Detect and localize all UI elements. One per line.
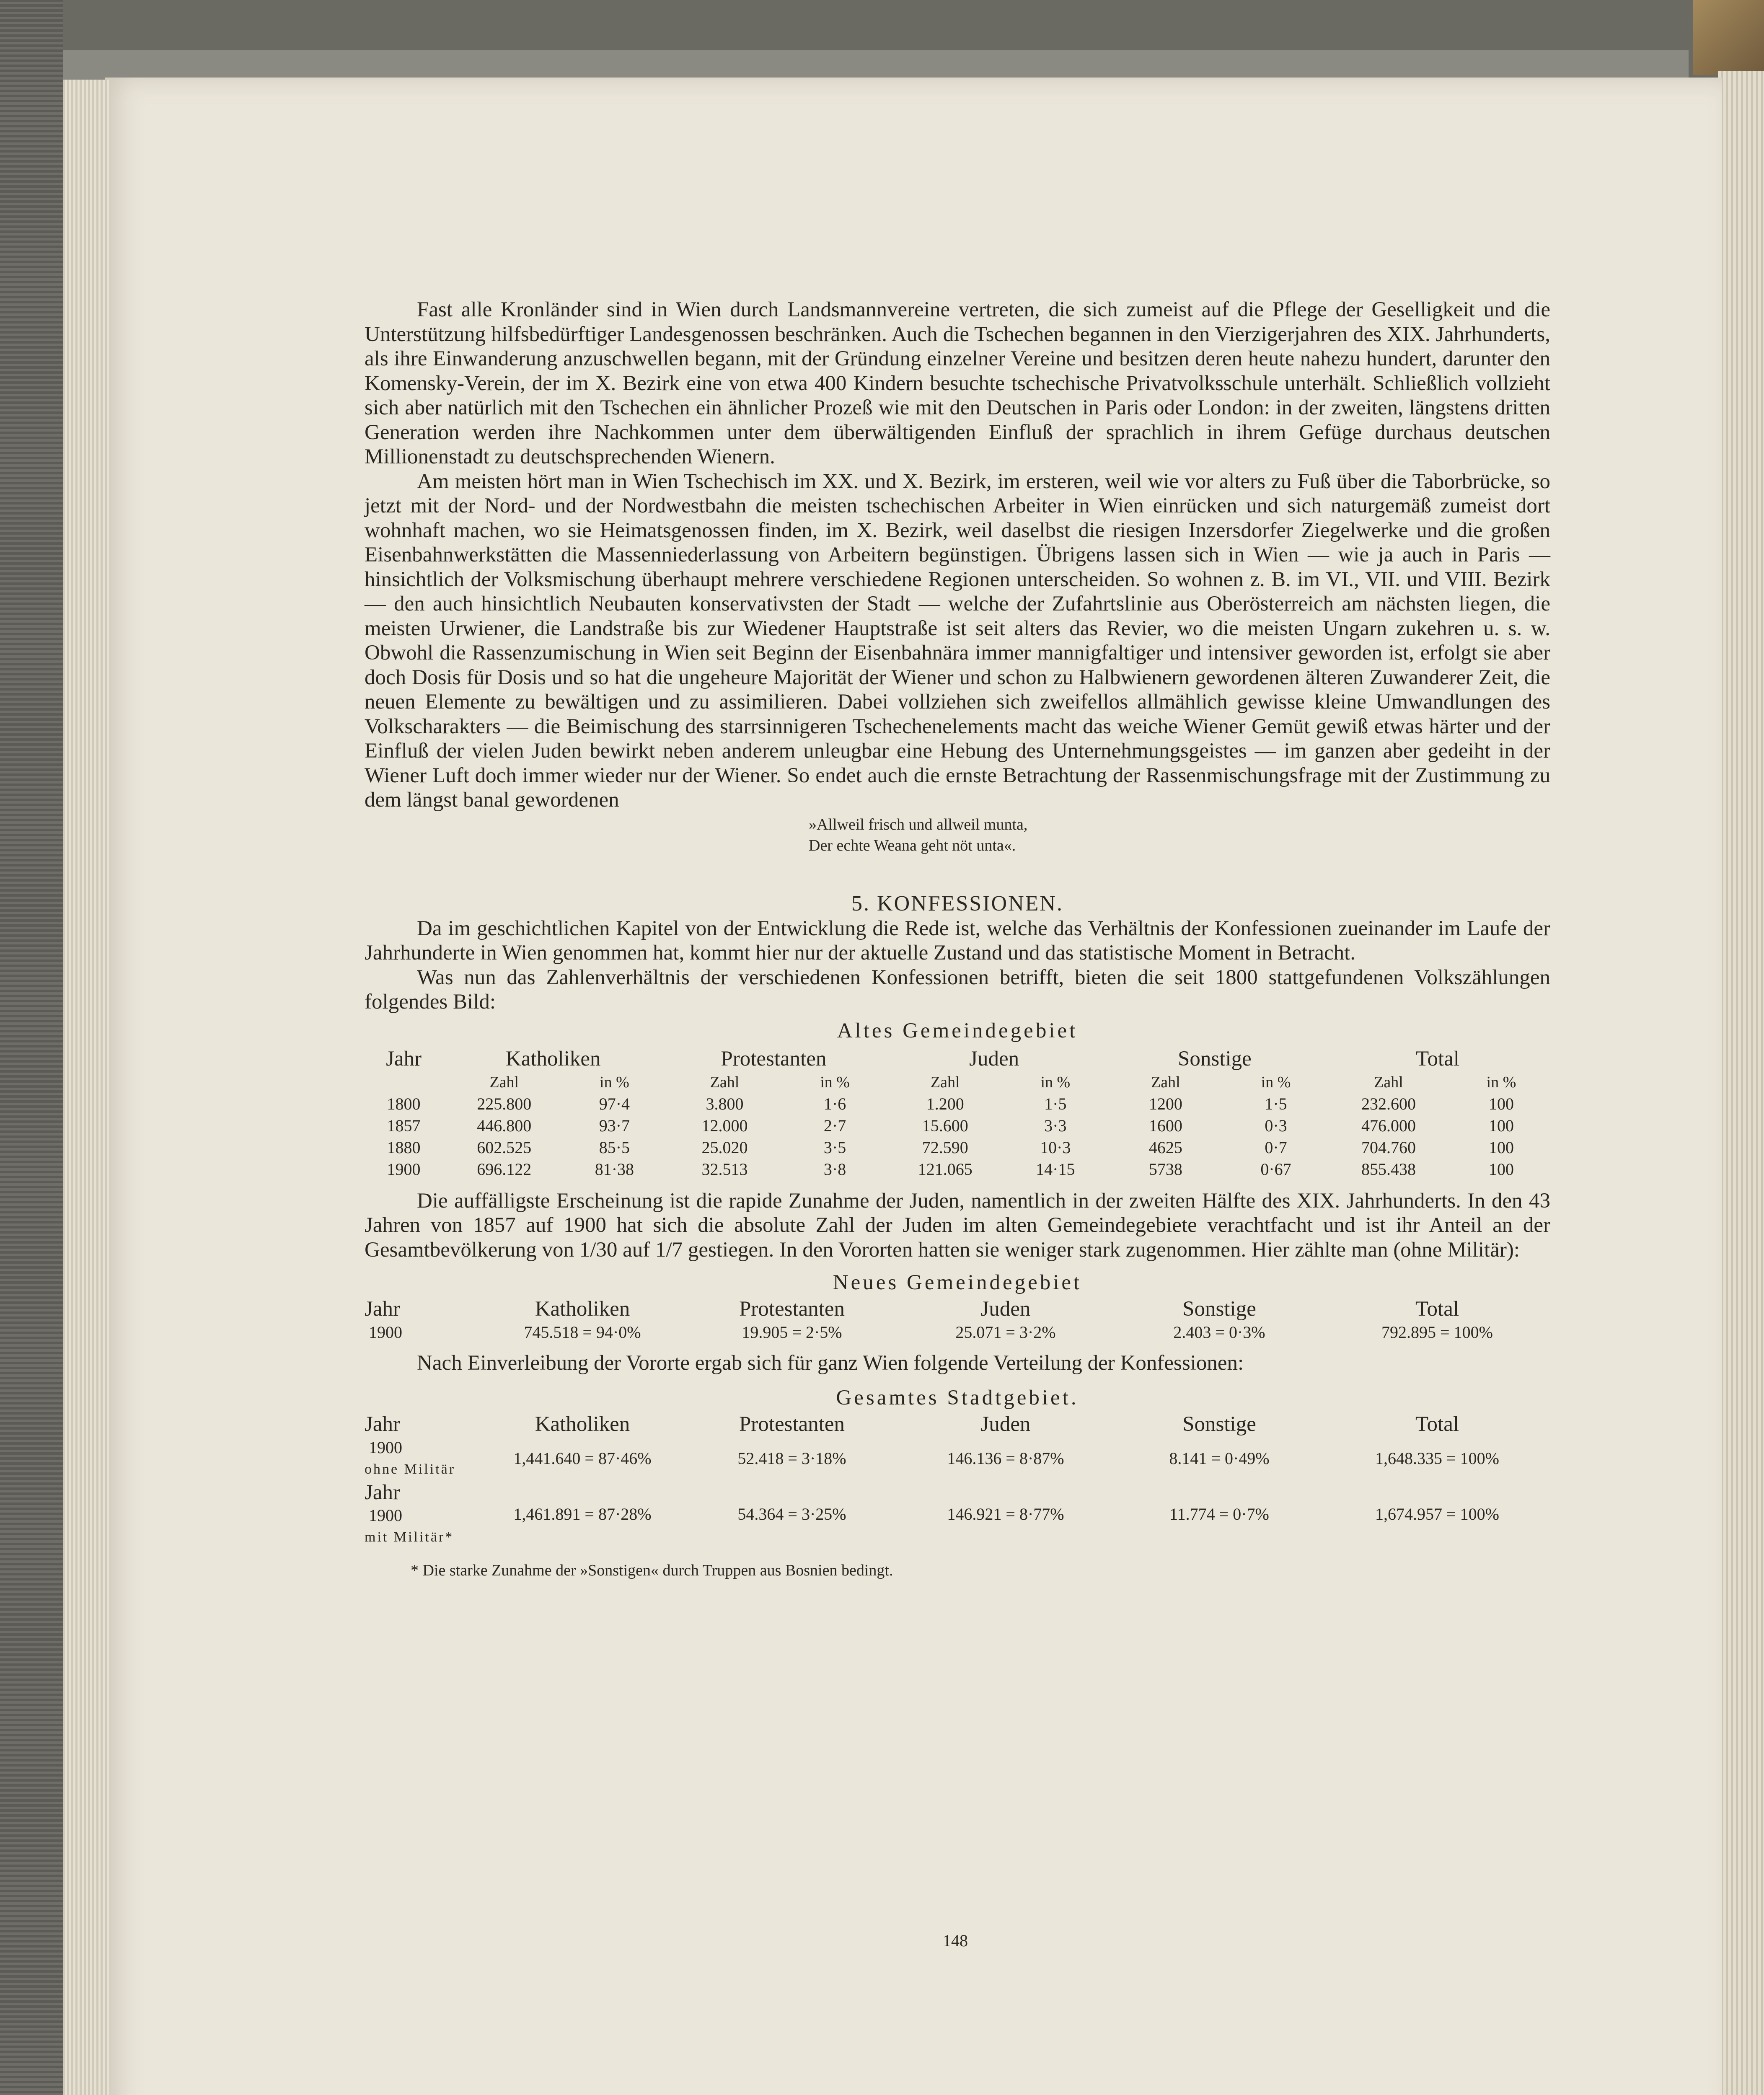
cell-label: ohne Militär	[365, 1461, 456, 1477]
sub-empty	[365, 1071, 443, 1093]
table-subheader-row	[365, 1071, 1550, 1093]
verse-line-1: »Allweil frisch und allweil munta,	[809, 815, 1028, 833]
col-total: Total	[1415, 1297, 1459, 1321]
table-2-title: Neues Gemeindegebiet	[833, 1271, 1082, 1294]
cell-total: 1,648.335 = 100%	[1375, 1448, 1499, 1468]
col-total: Total	[1415, 1047, 1460, 1071]
cell-kath-zahl: 602.525	[477, 1138, 532, 1157]
torn-corner	[1693, 0, 1764, 75]
cell-juden: 146.921 = 8·77%	[947, 1504, 1064, 1523]
cell-sonst-zahl: 4625	[1148, 1138, 1182, 1157]
sub-pct: in %	[1040, 1073, 1071, 1091]
cell-juden: 25.071 = 3·2%	[955, 1323, 1056, 1342]
sub-pct: in %	[600, 1073, 629, 1091]
col-katholiken: Katholiken	[535, 1297, 630, 1321]
cell-kath-zahl: 446.800	[477, 1116, 532, 1135]
sub-pct: in %	[820, 1073, 850, 1091]
cell-year: 1800	[387, 1094, 421, 1113]
cell-year: 1857	[387, 1116, 421, 1135]
cell-sonstige: 11.774 = 0·7%	[1169, 1504, 1269, 1523]
cell-jud-zahl: 72.590	[922, 1138, 968, 1157]
paragraph-3: Da im geschichtlichen Kapitel von der Entwicklung die Rede ist, welche das Verhältnis der Konfessionen zueinander im Laufe der Jahrhunderte in Wien genommen hat, kommt hier nur der aktuelle Zustand und das statistische Moment in Betracht.	[365, 916, 1550, 965]
cell-total-zahl: 855.438	[1361, 1159, 1416, 1179]
table-header-row	[365, 1412, 1550, 1437]
cell-sonst-zahl: 1200	[1148, 1094, 1182, 1113]
cell-year: 1900	[387, 1159, 421, 1179]
paragraph-4: Was nun das Zahlenverhältnis der verschiedenen Konfessionen betrifft, bieten die seit 1800 stattgefundenen Volkszählungen folgendes Bild:	[365, 965, 1550, 1014]
table-row-ohne-militaer	[365, 1437, 1550, 1480]
cell-year-label	[365, 1480, 478, 1548]
page-stack-left	[63, 80, 109, 2095]
page-stack-right	[1718, 71, 1764, 2095]
cell-kath-zahl: 696.122	[477, 1159, 532, 1179]
cell-total-pct: 100	[1489, 1159, 1514, 1179]
cell-katholiken: 745.518 = 94·0%	[524, 1323, 641, 1342]
paragraph-5: Die auffälligste Erscheinung ist die rapide Zunahme der Juden, namentlich in der zweiten Hälfte des XIX. Jahrhunderts. In den 43 Jahren von 1857 auf 1900 hat sich die absolute Zahl der Juden im alten Gemeindegebiete verachtfacht und ist ihr Anteil an der Gesamtbevölkerung von 1/30 auf 1/7 gestiegen. In den Vororten hatten sie weniger stark zugenommen. Hier zählte man (ohne Militär):	[365, 1189, 1550, 1262]
cell-year: 1900	[369, 1505, 402, 1525]
book-spine	[0, 0, 63, 2095]
cell-kath-pct: 97·4	[599, 1094, 630, 1113]
cell-total: 792.895 = 100%	[1381, 1323, 1493, 1342]
sub-zahl: Zahl	[1374, 1073, 1403, 1091]
cell-total-pct: 100	[1489, 1094, 1514, 1113]
cell-sonst-pct: 1·5	[1265, 1094, 1287, 1113]
cell-protestanten: 19.905 = 2·5%	[742, 1323, 842, 1342]
cell-kath-zahl: 225.800	[477, 1094, 532, 1113]
col-juden: Juden	[980, 1297, 1031, 1321]
table-gesamtes-stadtgebiet	[365, 1412, 1550, 1548]
col-katholiken: Katholiken	[505, 1047, 601, 1071]
cell-total-zahl: 476.000	[1361, 1116, 1416, 1135]
cell-jud-zahl: 121.065	[918, 1159, 973, 1179]
cell-jud-pct: 1·5	[1044, 1094, 1067, 1113]
table-3-title: Gesamtes Stadtgebiet.	[836, 1386, 1079, 1410]
table-altes-gemeindegebiet	[365, 1046, 1550, 1180]
cell-year: 1900	[369, 1323, 402, 1342]
paragraph-6: Nach Einverleibung der Vororte ergab sich für ganz Wien folgende Verteilung der Konfessionen:	[417, 1351, 1244, 1375]
cell-total-zahl: 704.760	[1361, 1138, 1416, 1157]
footnote: * Die starke Zunahme der »Sonstigen« durch Truppen aus Bosnien bedingt.	[411, 1561, 893, 1579]
cell-protestanten: 54.364 = 3·25%	[737, 1504, 846, 1523]
cell-sonst-zahl: 5738	[1148, 1159, 1182, 1179]
col-jahr: Jahr	[365, 1297, 400, 1321]
col-protestanten: Protestanten	[739, 1297, 845, 1321]
cell-protestanten: 52.418 = 3·18%	[737, 1448, 846, 1468]
col-sonstige: Sonstige	[1182, 1412, 1256, 1436]
cell-prot-pct: 2·7	[823, 1116, 846, 1135]
cell-sonstige: 2.403 = 0·3%	[1173, 1323, 1265, 1342]
col-jahr: Jahr	[386, 1047, 422, 1071]
col-juden: Juden	[980, 1412, 1031, 1436]
col-katholiken: Katholiken	[535, 1412, 630, 1436]
cell-sonst-zahl: 1600	[1148, 1116, 1182, 1135]
sub-zahl: Zahl	[1151, 1073, 1180, 1091]
table-row	[365, 1322, 1550, 1343]
cell-jud-pct: 10·3	[1040, 1138, 1071, 1157]
cell-prot-zahl: 12.000	[701, 1116, 748, 1135]
cell-total-zahl: 232.600	[1361, 1094, 1416, 1113]
cell-year: 1900	[369, 1438, 402, 1457]
cell-jud-pct: 14·15	[1036, 1159, 1075, 1179]
cell-prot-zahl: 25.020	[701, 1138, 748, 1157]
col-sonstige: Sonstige	[1182, 1297, 1256, 1321]
prose-block-2	[365, 916, 1550, 1014]
col-jahr: Jahr	[365, 1412, 400, 1436]
sub-zahl: Zahl	[489, 1073, 519, 1091]
cell-sonstige: 8.141 = 0·49%	[1169, 1448, 1270, 1468]
cell-sonst-pct: 0·67	[1260, 1159, 1291, 1179]
table-row-mit-militaer	[365, 1480, 1550, 1548]
cell-total: 1,674.957 = 100%	[1375, 1504, 1499, 1523]
cell-jud-zahl: 1.200	[926, 1094, 964, 1113]
cell-sonst-pct: 0·3	[1265, 1116, 1287, 1135]
cell-prot-pct: 3·8	[823, 1159, 846, 1179]
cell-kath-pct: 85·5	[599, 1138, 630, 1157]
cell-kath-pct: 93·7	[599, 1116, 630, 1135]
cell-katholiken: 1,461.891 = 87·28%	[513, 1504, 652, 1523]
table-row	[365, 1115, 1550, 1137]
cell-year: 1880	[387, 1138, 421, 1157]
cell-jud-pct: 3·3	[1044, 1116, 1067, 1135]
cell-prot-pct: 3·5	[823, 1138, 846, 1157]
table-1-title: Altes Gemeindegebiet	[837, 1019, 1078, 1042]
cell-katholiken: 1,441.640 = 87·46%	[513, 1448, 652, 1468]
table-row	[365, 1093, 1550, 1115]
cell-sonst-pct: 0·7	[1265, 1138, 1287, 1157]
table-header-row	[365, 1296, 1550, 1322]
prose-block-3	[365, 1189, 1550, 1262]
col-sonstige: Sonstige	[1178, 1047, 1252, 1071]
cell-year-label	[365, 1437, 478, 1480]
table-header-row	[365, 1046, 1550, 1071]
cell-prot-zahl: 32.513	[701, 1159, 748, 1179]
section-heading: 5. KONFESSIONEN.	[851, 891, 1063, 916]
col-total: Total	[1415, 1412, 1459, 1436]
cell-juden: 146.136 = 8·87%	[947, 1448, 1064, 1468]
cell-kath-pct: 81·38	[595, 1159, 634, 1179]
cell-jud-zahl: 15.600	[922, 1116, 968, 1135]
sub-zahl: Zahl	[930, 1073, 960, 1091]
verse-line-2: Der echte Weana geht nöt unta«.	[809, 836, 1016, 854]
prose-block	[365, 297, 1550, 812]
cell-total-pct: 100	[1489, 1138, 1514, 1157]
sub-zahl: Zahl	[710, 1073, 740, 1091]
verse-quote	[809, 814, 1550, 856]
paragraph-2: Am meisten hört man in Wien Tschechisch im XX. und X. Bezirk, im ersteren, weil wie vor alters zu Fuß über die Taborbrücke, so jetzt mit der Nord- und der Nordwestbahn die meisten tschechischen Arbeiter in Wien einrücken und sich naturgemäß zumeist dort wohnhaft machen, wo sie Heimatsgenossen finden, im X. Bezirk, weil daselbst die riesigen Inzersdorfer Ziegelwerke und die großen Eisenbahnwerkstätten die Massenniederlassung von Arbeitern begünstigen. Übrigens lassen sich in Wien — wie ja auch in Paris — hinsichtlich der Volksmischung überhaupt mehrere verschiedene Regionen unterscheiden. So wohnen z. B. im VI., VII. und VIII. Bezirk — den auch hinsichtlich Neubauten konservativsten der Stadt — welche der Zufahrtslinie aus Oberösterreich am nächsten liegen, die meisten Urwiener, die Landstraße bis zur Wiedener Hauptstraße ist seit alters das Revier, wo die meisten Ungarn zukehren u. s. w. Obwohl die Rassenzumischung in Wien seit Beginn der Eisenbahnära immer mannigfaltiger und intensiver geworden ist, erfolgt sie aber doch Dosis für Dosis und so hat die ungeheure Majorität der Wiener und schon zu Halbwienern gewordenen älteren Zuwanderer Zeit, die neuen Elemente zu bewältigen und zu assimilieren. Dabei vollziehen sich zweifellos allmählich gewisse kleine Umwandlungen des Volkscharakters — die Beimischung des starrsinnigeren Tschechenelements macht das weiche Wiener Gemüt gewiß etwas härter und der Einfluß der vielen Juden bewirkt neben anderem unleugbar eine Hebung des Unternehmungsgeistes — im ganzen aber gedeiht in der Wiener Luft doch immer wieder nur der Wiener. So endet auch die ernste Betrachtung der Rassenmischungsfrage mit der Zustimmung zu dem längst banal gewordenen	[365, 469, 1550, 812]
page-content	[365, 297, 1550, 1581]
cell-total-pct: 100	[1489, 1116, 1514, 1135]
cell-prot-zahl: 3.800	[706, 1094, 744, 1113]
col-protestanten: Protestanten	[721, 1047, 827, 1071]
sub-pct: in %	[1486, 1073, 1516, 1091]
table-neues-gemeindegebiet	[365, 1296, 1550, 1343]
col-protestanten: Protestanten	[739, 1412, 845, 1436]
table-row	[365, 1137, 1550, 1159]
sub-pct: in %	[1261, 1073, 1291, 1091]
col-juden: Juden	[969, 1047, 1019, 1071]
paragraph-1: Fast alle Kronländer sind in Wien durch Landsmannvereine vertreten, die sich zumeist auf die Pflege der Geselligkeit und die Unterstützung hilfsbedürftiger Landesgenossen beschränken. Auch die Tschechen begannen in den Vierzigerjahren des XIX. Jahrhunderts, als ihre Einwanderung anzuschwellen begann, mit der Gründung einzelner Vereine und besitzen deren heute nahezu hundert, darunter den Komensky-Verein, der im X. Bezirk eine von etwa 400 Kindern besuchte tschechische Privatvolksschule unterhält. Schließlich vollzieht sich aber natürlich mit den Tschechen ein ähnlicher Prozeß wie mit den Deutschen in Paris oder London: in der zweiten, längstens dritten Generation werden ihre Nachkommen unter dem überwältigenden Einfluß der sprachlich in ihrem Gefüge durchaus deutschen Millionenstadt zu deutschsprechenden Wienern.	[365, 298, 1550, 468]
prose-block-4	[365, 1351, 1550, 1376]
table-row	[365, 1159, 1550, 1180]
cell-prot-pct: 1·6	[823, 1094, 846, 1113]
cell-label: mit Militär*	[365, 1529, 454, 1545]
page-number: 148	[943, 1931, 968, 1950]
cell-jahr-label: Jahr	[365, 1480, 400, 1504]
